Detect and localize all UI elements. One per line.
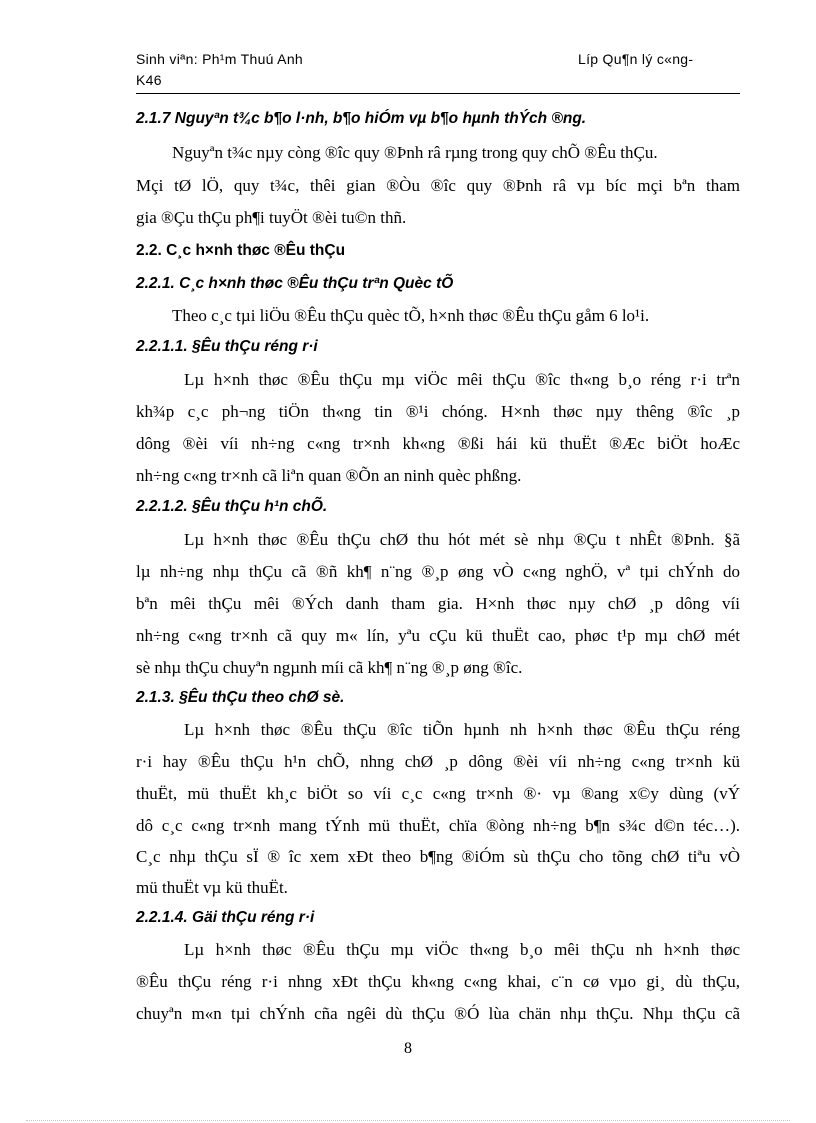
section-heading: 2.2.1.2. §Êu thÇu h¹n chÕ. xyxy=(136,498,328,515)
paragraph-line: Nguyªn t¾c nµy còng ®îc quy ®Þnh râ rµng trong quy chÕ ®Êu thÇu. xyxy=(172,143,658,162)
paragraph-line: C¸c nhµ thÇu sÏ ® îc xem xÐt theo b¶ng ®iÓm sù thÇu cho tõng chØ tiªu vÒ xyxy=(136,847,740,866)
paragraph-line: mü thuËt vµ kü thuËt. xyxy=(136,878,288,897)
section-heading: 2.2.1.4. Gäi thÇu réng r·i xyxy=(136,909,315,926)
paragraph-line: Theo c¸c tµi liÖu ®Êu thÇu quèc tÕ, h×nh thøc ®Êu thÇu gåm 6 lo¹i. xyxy=(172,306,650,325)
paragraph-line: lµ nh÷ng nhµ thÇu cã ®ñ kh¶ n¨ng ®¸p øng vÒ c«ng nghÖ, vª tµi chÝnh do xyxy=(136,562,740,581)
page-number: 8 xyxy=(404,1040,412,1057)
paragraph-line: Lµ h×nh thøc ®Êu thÇu ®îc tiÕn hµnh nh h×nh thøc ®Êu thÇu réng xyxy=(184,720,740,739)
page-header xyxy=(136,49,740,94)
paragraph-line: nh÷ng c«ng tr×nh cã quy m« lín, yªu cÇu kü thuËt cao, phøc t¹p mµ chØ mét xyxy=(136,626,740,645)
paragraph-line: dô c¸c c«ng tr×nh mang tÝnh mü thuËt, chïa ®òng nh÷ng b¶n s¾c d©n téc…). xyxy=(136,816,740,835)
section-heading: 2.1.3. §Êu thÇu theo chØ sè. xyxy=(136,689,345,706)
paragraph-line: r·i hay ®Êu thÇu h¹n chÕ, nhng chØ ¸p dông ®èi víi nh÷ng c«ng tr×nh kü xyxy=(136,752,740,771)
header-student-name: Sinh viªn: Ph¹m Thuú Anh xyxy=(136,51,303,67)
header-class-name: Líp Qu¶n lý c«ng- xyxy=(578,51,694,67)
paragraph-line: nh÷ng c«ng tr×nh cã liªn quan ®Õn an ninh quèc phßng. xyxy=(136,466,522,485)
paragraph-line: kh¾p c¸c ph¬ng tiÖn th«ng tin ®¹i chóng. H×nh thøc nµy thêng ®îc ¸p xyxy=(136,402,740,421)
header-class-name-cont: K46 xyxy=(136,72,162,88)
paragraph-line: Lµ h×nh thøc ®Êu thÇu chØ thu hót mét sè nhµ ®Çu t nhÊt ®Þnh. §ã xyxy=(184,530,740,549)
section-heading: 2.2. C¸c h×nh thøc ®Êu thÇu xyxy=(136,242,346,259)
section-heading: 2.2.1. C¸c h×nh thøc ®Êu thÇu trªn Quèc tÕ xyxy=(136,275,454,292)
paragraph-line: Lµ h×nh thøc ®Êu thÇu mµ viÖc th«ng b¸o mêi thÇu nh h×nh thøc xyxy=(184,940,740,959)
paragraph-line: dông ®èi víi nh÷ng c«ng tr×nh kh«ng ®ßi hái kü thuËt ®Æc biÖt hoÆc xyxy=(136,434,740,453)
section-heading: 2.2.1.1. §Êu thÇu réng r·i xyxy=(136,338,318,355)
paragraph-line: bªn mêi thÇu mêi ®Ých danh tham gia. H×nh thøc nµy chØ ¸p dông víi xyxy=(136,594,740,613)
paragraph-line: gia ®Çu thÇu ph¶i tuyÖt ®èi tu©n thñ. xyxy=(136,208,407,227)
paragraph-line: Lµ h×nh thøc ®Êu thÇu mµ viÖc mêi thÇu ®îc th«ng b¸o réng r·i trªn xyxy=(184,370,740,389)
paragraph-line: thuËt, mü thuËt kh¸c biÖt so víi c¸c c«ng tr×nh ®· vµ ®ang x©y dùng (vÝ xyxy=(136,784,740,803)
paragraph-line: ®Êu thÇu réng r·i nhng xÐt thÇu kh«ng c«ng khai, c¨n cø vµo gi¸ dù thÇu, xyxy=(136,972,740,991)
section-heading: 2.1.7 Nguyªn t¾c b¶o l·nh, b¶o hiÓm vµ b¶o hµnh thÝch ®ng. xyxy=(136,110,587,127)
paragraph-line: sè nhµ thÇu chuyªn ngµnh míi cã kh¶ n¨ng ®¸p øng ®îc. xyxy=(136,658,523,677)
paragraph-line: Mçi tØ lÖ, quy t¾c, thêi gian ®Òu ®îc quy ®Þnh râ vµ bíc mçi bªn tham xyxy=(136,176,740,195)
paragraph-line: chuyªn m«n tµi chÝnh cña ngêi dù thÇu ®Ó lùa chän nhµ thÇu. Nhµ thÇu cã xyxy=(136,1004,740,1023)
page-bottom-divider xyxy=(26,1120,790,1121)
